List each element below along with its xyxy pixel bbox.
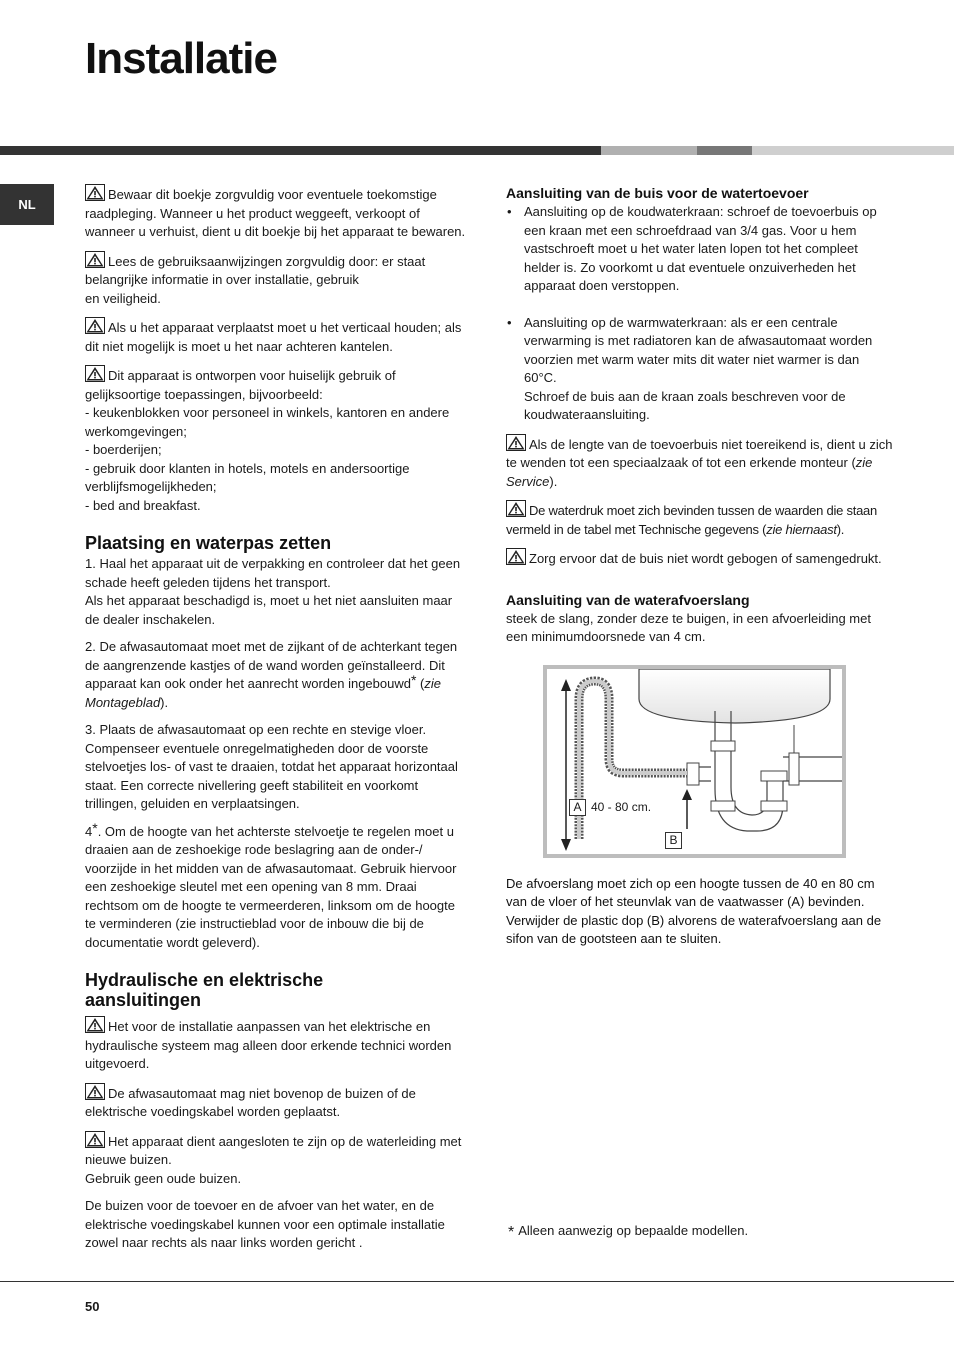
left-column [85, 184, 467, 1262]
hydraulic-warning-1: Het voor de installatie aanpassen van het elektrische en hydraulische systeem mag alleen door erkende technici worden uitgevoerd. [85, 1016, 467, 1074]
intro-warning-4: Dit apparaat is ontworpen voor huiselijk gebruik of gelijksoortige toepassingen, bijvoorbeeld: - keukenblokken voor personeel in winkels, kantoren en andere werkomgevingen; - boerderijen; - gebruik door klanten in hotels, motels en andersoortige verblijfsmogelijkheden; - bed and breakfast. [85, 365, 467, 515]
list-item: - boerderijen; [85, 442, 162, 457]
section-heading-drain: Aansluiting van de waterafvoerslang [506, 591, 750, 608]
footnote-asterisk: * [508, 1224, 515, 1241]
intro-warning-1: Bewaar dit boekje zorgvuldig voor eventuele toekomstige raadpleging. Wanneer u het product weggeeft, verkoopt of wanneer u verhuist, dient u dit boekje bij het apparaat te bewaren. [85, 184, 467, 242]
list-item: - keukenblokken voor personeel in winkels, kantoren en andere werkomgevingen; [85, 405, 450, 439]
diagram-caption: De afvoerslang moet zich op een hoogte tussen de 40 en 80 cm van de vloer of het steunvlak van de vaatwasser (A) bevinden. Verwijder de plastic dop (B) alvorens de waterafvoerslang aan de sifon van de gootsteen aan te sluiten. [506, 875, 882, 946]
warning-icon [85, 317, 105, 334]
warning-icon [85, 251, 105, 268]
page-number: 50 [85, 1299, 100, 1314]
warning-icon [506, 434, 526, 451]
warning-icon [85, 1131, 105, 1148]
warning-icon [85, 1083, 105, 1100]
hydraulic-warning-3: Het apparaat dient aangesloten te zijn op de waterleiding met nieuwe buizen. Gebruik geen oude buizen. [85, 1131, 467, 1189]
page-title: Installatie [85, 34, 277, 83]
intro-warning-3: Als u het apparaat verplaatst moet u het verticaal houden; als dit niet mogelijk is moet u het naar achteren kantelen. [85, 317, 467, 356]
section-heading-supply: Aansluiting van de buis voor de watertoevoer [506, 185, 809, 201]
cross-reference: zie hiernaast [766, 521, 837, 537]
warning-icon [506, 548, 526, 565]
supply-bullet-1: • Aansluiting op de koudwaterkraan: schroef de toevoerbuis op een kraan met een schroefdraad van 3/4 gas. Voor u hem vastschroeft moet u het water laten lopen tot het compleet helder is. Zo voorkomt u dat eventuele onzuiverheden het apparaat doen verstoppen. [507, 204, 877, 293]
footer-rule [0, 1281, 954, 1282]
warning-icon [85, 184, 105, 201]
footnote-asterisk: * [92, 819, 98, 836]
footnote-asterisk: * [410, 672, 417, 688]
supply-warning-3: Zorg ervoor dat de buis niet wordt gebogen of samengedrukt. [506, 548, 894, 569]
list-item: - gebruik door klanten in hotels, motels en andersoortige verblijfsmogelijkheden; [85, 460, 410, 494]
right-column [506, 184, 894, 949]
drain-text: steek de slang, zonder deze te buigen, in een afvoerleiding met een minimumdoorsnede van 4 cm. [506, 610, 871, 644]
drain-hose-diagram [543, 665, 846, 858]
supply-bullet-2: • Aansluiting op de warmwaterkraan: als er een centrale verwarming is met radiatoren kan de afwasautomaat worden voorzien met warm water mits dit water niet warmer is dan 60°C. Schroef de buis aan de kraan zoals beschreven voor de koudwateraansluiting. [507, 314, 873, 422]
supply-warning-2: De waterdruk moet zich bevinden tussen de waarden die staan vermeld in de tabel met Technische gegevens (zie hiernaast). [506, 500, 894, 539]
bullet-dot: • [507, 314, 512, 330]
placement-step-1: 1. Haal het apparaat uit de verpakking en controleer dat het geen schade heeft geleden tijdens het transport. Als het apparaat beschadigd is, moet u het niet aansluiten maar de dealer inschakelen. [85, 556, 461, 627]
hydraulic-warning-2: De afwasautomaat mag niet bovenop de buizen of de elektrische voedingskabel worden geplaatst. [85, 1083, 467, 1122]
supply-warning-1: Als de lengte van de toevoerbuis niet toereikend is, dient u zich te wenden tot een speciaalzaak of tot een erkende monteur (zie Service). [506, 434, 894, 492]
list-item: - bed and breakfast. [85, 497, 201, 513]
hydraulic-paragraph: De buizen voor de toevoer en de afvoer van het water, en de elektrische voedingskabel kunnen voor een optimale installatie zowel naar rechts als naar links worden gericht . [85, 1198, 445, 1250]
header-color-bar [0, 146, 954, 155]
bullet-dot: • [507, 204, 512, 219]
section-heading-hydraulic: Hydraulische en elektrische aansluitingen [85, 970, 324, 1010]
warning-icon [85, 1016, 105, 1033]
language-tab: NL [0, 184, 54, 225]
placement-step-4: 4*. Om de hoogte van het achterste stelvoetje te regelen moet u draaien aan de zeshoekige rode beslagring aan de onder-/ voorzijde in het midden van de afwasautomaat. Gebruik hiervoor een zeshoekige sleutel met een opening van 8 mm. Draai rechtsom om de hoogte te vermeerderen, linksom om de hoogte te verminderen (zie instructieblad voor de inbouw die bij de documentatie wordt geleverd). [85, 819, 457, 950]
placement-step-3: 3. Plaats de afwasautomaat op een rechte en stevige vloer. Compenseer eventuele onregelmatigheden door de voorste stelvoetjes los- of vast te draaien, totdat het apparaat horizontaal staat. Een correcte nivellering geeft stabiliteit en voorkomt trillingen, geluiden en verplaatsingen. [85, 722, 458, 811]
section-heading-placement: Plaatsing en waterpas zetten [85, 533, 332, 553]
placement-step-2: 2. De afwasautomaat moet met de zijkant of de achterkant tegen de aangrenzende kastjes of de wand worden geïnstalleerd. Dit apparaat kan ook onder het aanrecht worden ingebouwd* (zie Montageblad). [85, 639, 458, 710]
diagram-height-range: 40 - 80 cm. [591, 799, 652, 814]
warning-icon [506, 500, 526, 517]
diagram-label-b: B [665, 832, 682, 849]
cross-reference: zie Service [506, 455, 873, 489]
footnote: * Alleen aanwezig op bepaalde modellen. [508, 1223, 749, 1241]
intro-warning-2: Lees de gebruiksaanwijzingen zorgvuldig door: er staat belangrijke informatie in over installatie, gebruik en veiligheid. [85, 251, 467, 309]
drain-hose-illustration [547, 669, 842, 854]
diagram-label-a: A [569, 799, 586, 816]
cross-reference: zie Montageblad [85, 676, 441, 710]
warning-icon [85, 365, 105, 382]
